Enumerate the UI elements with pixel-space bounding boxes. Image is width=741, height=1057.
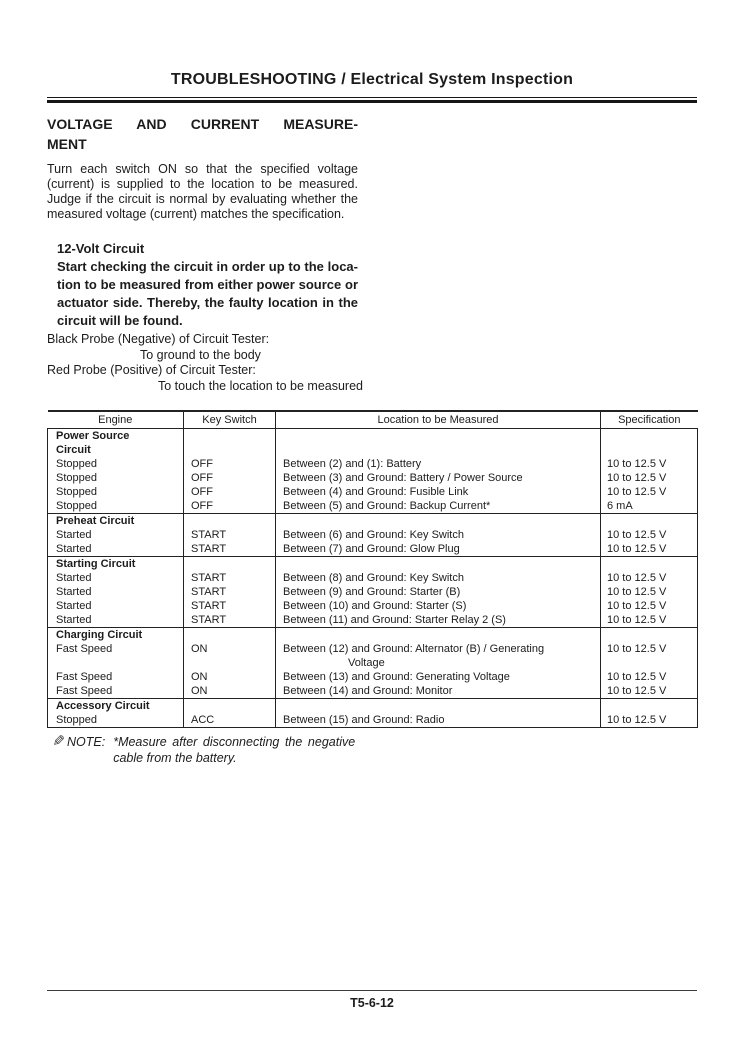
cell-engine: Fast Speed: [48, 684, 184, 699]
table-row: [48, 613, 698, 628]
black-probe-label: Black Probe (Negative) of Circuit Tester:: [47, 332, 270, 346]
page-content: [47, 0, 697, 766]
cell-key-switch: ACC: [184, 713, 276, 728]
table-row: [48, 642, 698, 670]
section-heading-line2: MENT: [47, 136, 87, 152]
cell-location: [276, 599, 601, 613]
cell-location: [276, 713, 601, 728]
rule-thick: [47, 100, 697, 103]
location-text: Between (10) and Ground: Starter (S): [283, 600, 467, 612]
cell-key-switch: [184, 557, 276, 572]
cell-key-switch: OFF: [184, 485, 276, 499]
section-title: Charging Circuit: [48, 628, 184, 643]
section-title-row: [48, 514, 698, 529]
section-title: Accessory Circuit: [48, 699, 184, 714]
probe-instructions: [47, 332, 697, 394]
cell-engine: Started: [48, 599, 184, 613]
cell-specification: 10 to 12.5 V: [601, 471, 698, 485]
table-section-preheat-circuit: [48, 514, 698, 557]
black-probe-value: To ground to the body: [140, 347, 261, 362]
location-text: Between (12) and Ground: Alternator (B) / Generating Voltage: [283, 643, 545, 669]
cell-specification: 10 to 12.5 V: [601, 485, 698, 499]
table-row: [48, 528, 698, 542]
table-row: [48, 684, 698, 699]
note: [47, 734, 697, 766]
cell-specification: 10 to 12.5 V: [601, 670, 698, 684]
cell-engine: Fast Speed: [48, 670, 184, 684]
cell-location: [276, 542, 601, 557]
location-text: Between (15) and Ground: Radio: [283, 714, 445, 726]
cell-engine: Started: [48, 528, 184, 542]
table-row: [48, 670, 698, 684]
cell-key-switch: START: [184, 528, 276, 542]
cell-key-switch: ON: [184, 642, 276, 670]
location-text: Between (14) and Ground: Monitor: [283, 685, 453, 697]
cell-engine: Stopped: [48, 499, 184, 514]
cell-engine: Stopped: [48, 713, 184, 728]
cell-location: [276, 684, 601, 699]
cell-key-switch: START: [184, 542, 276, 557]
location-text: Between (3) and Ground: Battery / Power Source: [283, 472, 523, 484]
callout-12volt-circuit: [57, 240, 358, 330]
callout-line: circuit will be found.: [57, 313, 183, 328]
cell-specification: 10 to 12.5 V: [601, 585, 698, 599]
table-row: [48, 485, 698, 499]
measurement-table-head: [48, 411, 698, 429]
table-row: [48, 542, 698, 557]
table-header-key-switch: Key Switch: [184, 411, 276, 429]
rule-thin: [47, 97, 697, 98]
cell-engine: Started: [48, 585, 184, 599]
page-title: TROUBLESHOOTING / Electrical System Inspection: [170, 71, 574, 88]
location-text: Between (6) and Ground: Key Switch: [283, 529, 464, 541]
cell-key-switch: ON: [184, 670, 276, 684]
intro-line: (current) is supplied to the location to be measured.: [47, 177, 358, 191]
cell-location: [276, 571, 601, 585]
cell-key-switch: [184, 514, 276, 529]
cell-location: [276, 514, 601, 529]
cell-specification: 10 to 12.5 V: [601, 713, 698, 728]
cell-key-switch: OFF: [184, 471, 276, 485]
table-header-location-to-be-measured: Location to be Measured: [276, 411, 601, 429]
callout-line: Start checking the circuit in order up to the loca-: [57, 259, 358, 274]
cell-engine: Stopped: [48, 457, 184, 471]
section-title-row: [48, 699, 698, 714]
section-title-row: [48, 429, 698, 458]
cell-key-switch: START: [184, 571, 276, 585]
cell-engine: Started: [48, 613, 184, 628]
location-text: Between (8) and Ground: Key Switch: [283, 572, 464, 584]
cell-specification: 10 to 12.5 V: [601, 599, 698, 613]
cell-key-switch: OFF: [184, 457, 276, 471]
cell-specification: 10 to 12.5 V: [601, 642, 698, 670]
cell-specification: [601, 514, 698, 529]
cell-location: [276, 613, 601, 628]
cell-specification: 10 to 12.5 V: [601, 528, 698, 542]
header-double-rule: [47, 97, 697, 103]
cell-location: [276, 557, 601, 572]
cell-specification: 6 mA: [601, 499, 698, 514]
cell-key-switch: [184, 429, 276, 458]
cell-location: [276, 429, 601, 458]
note-label: NOTE:: [67, 735, 106, 749]
cell-location: [276, 485, 601, 499]
red-probe-label: Red Probe (Positive) of Circuit Tester:: [47, 363, 256, 377]
footer-rule: [47, 990, 697, 991]
table-row: [48, 599, 698, 613]
note-text: *Measure after disconnecting the negative cable from the battery.: [113, 735, 356, 765]
cell-location: [276, 499, 601, 514]
location-text: Between (11) and Ground: Starter Relay 2 (S): [283, 614, 506, 626]
table-header-row: [48, 411, 698, 429]
cell-engine: Stopped: [48, 471, 184, 485]
table-section-charging-circuit: [48, 628, 698, 699]
cell-key-switch: [184, 628, 276, 643]
section-title: Power Source Circuit: [48, 429, 184, 458]
table-section-power-source-circuit: [48, 429, 698, 514]
intro-line: measured voltage (current) matches the specification.: [47, 207, 345, 221]
cell-engine: Fast Speed: [48, 642, 184, 670]
cell-specification: 10 to 12.5 V: [601, 613, 698, 628]
table-header-engine: Engine: [48, 411, 184, 429]
table-header-specification: Specification: [601, 411, 698, 429]
section-heading-line1: VOLTAGE AND CURRENT MEASURE-: [47, 116, 358, 132]
table-row: [48, 713, 698, 728]
intro-line: Judge if the circuit is normal by evaluating whether the: [47, 192, 358, 206]
location-text: Between (13) and Ground: Generating Voltage: [283, 671, 510, 683]
cell-engine: Stopped: [48, 485, 184, 499]
section-title-row: [48, 557, 698, 572]
cell-key-switch: ON: [184, 684, 276, 699]
cell-location: [276, 699, 601, 714]
section-heading: [47, 114, 358, 154]
section-title: Starting Circuit: [48, 557, 184, 572]
cell-specification: 10 to 12.5 V: [601, 457, 698, 471]
intro-paragraph: [47, 162, 358, 222]
cell-key-switch: START: [184, 613, 276, 628]
table-section-starting-circuit: [48, 557, 698, 628]
cell-location: [276, 585, 601, 599]
cell-key-switch: START: [184, 585, 276, 599]
intro-line: Turn each switch ON so that the specified voltage: [47, 162, 358, 176]
cell-specification: [601, 699, 698, 714]
cell-location: [276, 628, 601, 643]
cell-specification: [601, 628, 698, 643]
cell-specification: 10 to 12.5 V: [601, 542, 698, 557]
red-probe-value: To touch the location to be measured: [158, 378, 363, 393]
cell-key-switch: START: [184, 599, 276, 613]
table-row: [48, 499, 698, 514]
cell-location: [276, 471, 601, 485]
callout-title: 12-Volt Circuit: [57, 241, 145, 256]
cell-location: [276, 528, 601, 542]
cell-specification: [601, 557, 698, 572]
location-text: Between (2) and (1): Battery: [283, 458, 422, 470]
cell-location: [276, 642, 601, 670]
measurement-table: [47, 410, 698, 728]
location-text: Between (9) and Ground: Starter (B): [283, 586, 461, 598]
section-title-row: [48, 628, 698, 643]
table-row: [48, 457, 698, 471]
cell-location: [276, 670, 601, 684]
cell-key-switch: [184, 699, 276, 714]
location-text: Between (4) and Ground: Fusible Link: [283, 486, 469, 498]
callout-line: actuator side. Thereby, the faulty location in the: [57, 295, 358, 310]
pencil-icon: ✎: [52, 733, 65, 750]
cell-specification: 10 to 12.5 V: [601, 684, 698, 699]
cell-location: [276, 457, 601, 471]
table-section-accessory-circuit: [48, 699, 698, 728]
location-text: Between (5) and Ground: Backup Current*: [283, 500, 491, 512]
callout-line: tion to be measured from either power source or: [57, 277, 358, 292]
footer-page-number: T5-6-12: [350, 996, 394, 1010]
location-text: Between (7) and Ground: Glow Plug: [283, 543, 460, 555]
table-row: [48, 585, 698, 599]
cell-specification: 10 to 12.5 V: [601, 571, 698, 585]
cell-key-switch: OFF: [184, 499, 276, 514]
cell-engine: Started: [48, 542, 184, 557]
table-row: [48, 571, 698, 585]
cell-specification: [601, 429, 698, 458]
table-row: [48, 471, 698, 485]
section-title: Preheat Circuit: [48, 514, 184, 529]
cell-engine: Started: [48, 571, 184, 585]
